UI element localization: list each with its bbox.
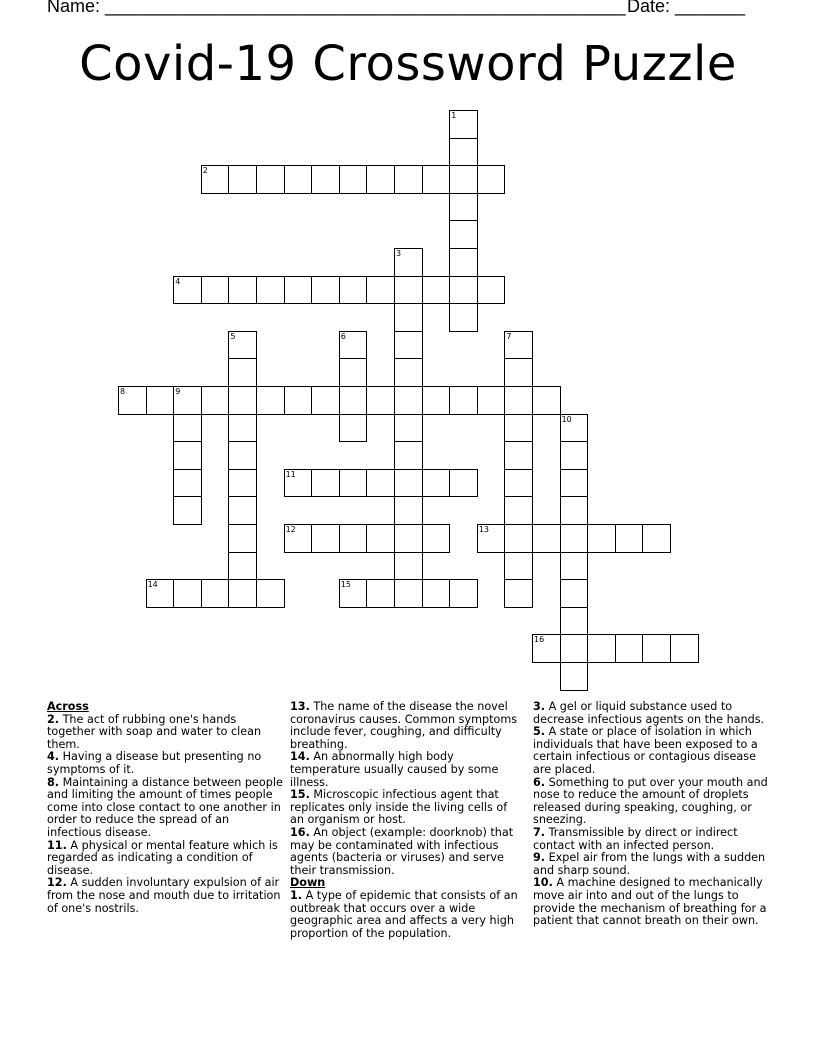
crossword-cell[interactable] <box>532 524 561 553</box>
clue-number: 2 <box>202 166 208 176</box>
crossword-cell[interactable] <box>146 386 175 415</box>
crossword-cell[interactable] <box>228 386 257 415</box>
name-field-label: Name: ____________________________________________________ <box>47 0 626 16</box>
crossword-cell[interactable] <box>173 441 202 470</box>
crossword-cell[interactable] <box>394 552 423 581</box>
clue-item-number: 13. <box>290 700 310 713</box>
crossword-cell[interactable] <box>173 579 202 608</box>
clue-number: 6 <box>340 331 346 341</box>
crossword-cell[interactable] <box>642 524 671 553</box>
crossword-cell[interactable] <box>311 469 340 498</box>
crossword-cell[interactable] <box>504 552 533 581</box>
crossword-cell[interactable] <box>366 276 395 305</box>
clue-number: 12 <box>285 525 296 534</box>
crossword-cell[interactable] <box>560 607 589 636</box>
clue-number: 16 <box>534 635 545 645</box>
clue-item-number: 16. <box>290 825 310 839</box>
crossword-cell[interactable] <box>560 579 589 608</box>
crossword-cell[interactable] <box>560 524 589 553</box>
clue-item <box>290 751 522 789</box>
crossword-cell[interactable] <box>449 193 478 222</box>
crossword-cell[interactable] <box>532 634 561 663</box>
crossword-cell[interactable] <box>422 386 451 415</box>
clue-item-text: Transmissible by direct or indirect contact with an infected person. <box>533 825 738 852</box>
clue-item-text: Expel air from the lungs with a sudden and sharp sound. <box>533 851 766 877</box>
crossword-cell[interactable] <box>504 358 533 387</box>
page-title: Covid-19 Crossword Puzzle <box>79 36 737 92</box>
clue-item <box>47 840 283 878</box>
crossword-cell[interactable] <box>256 579 285 608</box>
clue-item-text: Having a disease but presenting no symptoms of it. <box>47 750 262 776</box>
crossword-cell[interactable] <box>504 524 533 553</box>
clue-number: 9 <box>175 387 181 396</box>
crossword-cell[interactable] <box>504 496 533 525</box>
clue-section-heading: Down <box>290 876 326 890</box>
crossword-cell[interactable] <box>394 469 423 498</box>
clue-number: 1 <box>451 111 457 120</box>
crossword-cell[interactable] <box>504 331 533 360</box>
clue-number: 13 <box>478 525 489 534</box>
crossword-cell[interactable] <box>449 469 478 498</box>
crossword-cell[interactable] <box>339 524 368 553</box>
crossword-cell[interactable] <box>449 138 478 167</box>
clue-item-number: 11. <box>47 838 67 852</box>
clue-item-text: The act of rubbing one's hands together with soap and water to clean them. <box>47 712 262 751</box>
crossword-cell[interactable] <box>449 220 478 249</box>
clue-item <box>47 777 283 840</box>
crossword-cell[interactable] <box>311 524 340 553</box>
crossword-cell[interactable] <box>228 524 257 553</box>
crossword-cell[interactable] <box>173 276 202 305</box>
crossword-cell[interactable] <box>504 469 533 498</box>
clue-item-number: 6. <box>533 775 546 789</box>
clue-item-number: 7. <box>533 825 546 839</box>
clue-item-text: Microscopic infectious agent that replicates only inside the living cells of an organism or host. <box>290 788 508 827</box>
crossword-cell[interactable] <box>504 386 533 415</box>
crossword-cell[interactable] <box>560 496 589 525</box>
crossword-cell[interactable] <box>256 276 285 305</box>
clue-column-2 <box>290 701 522 940</box>
crossword-cell[interactable] <box>560 552 589 581</box>
crossword-cell[interactable] <box>339 331 368 360</box>
crossword-cell[interactable] <box>284 386 313 415</box>
clue-item-text: An abnormally high body temperature usually caused by some illness. <box>290 750 499 789</box>
clue-item-number: 14. <box>290 750 310 764</box>
date-field-label: Date: _______ <box>627 0 746 16</box>
crossword-cell[interactable] <box>422 524 451 553</box>
crossword-cell[interactable] <box>394 496 423 525</box>
crossword-cell[interactable] <box>256 165 285 194</box>
crossword-cell[interactable] <box>449 303 478 332</box>
clue-item-number: 9. <box>533 851 546 865</box>
clue-number: 10 <box>561 414 572 424</box>
clue-number: 3 <box>396 249 402 258</box>
crossword-cell[interactable] <box>228 552 257 581</box>
crossword-cell[interactable] <box>394 303 423 332</box>
crossword-cell[interactable] <box>394 165 423 194</box>
clue-item <box>533 701 769 726</box>
crossword-cell[interactable] <box>587 524 616 553</box>
clue-item <box>290 890 522 940</box>
crossword-cell[interactable] <box>560 634 589 663</box>
crossword-cell[interactable] <box>339 579 368 608</box>
crossword-cell[interactable] <box>504 579 533 608</box>
crossword-cell[interactable] <box>146 579 175 608</box>
crossword-cell[interactable] <box>449 165 478 194</box>
crossword-cell[interactable] <box>366 165 395 194</box>
clue-item-text: The name of the disease the novel coronavirus causes. Common symptoms include fever, coughing, and difficulty breathing. <box>290 700 518 751</box>
crossword-cell[interactable] <box>228 414 257 443</box>
clue-section-heading: Across <box>47 700 89 713</box>
clue-number: 5 <box>230 331 236 341</box>
crossword-cell[interactable] <box>366 524 395 553</box>
crossword-cell[interactable] <box>228 165 257 194</box>
crossword-cell[interactable] <box>560 441 589 470</box>
crossword-cell[interactable] <box>560 414 589 443</box>
crossword-cell[interactable] <box>339 358 368 387</box>
clue-item-text: Something to put over your mouth and nose to reduce the amount of droplets released during speaking, coughing, or sneezing. <box>533 775 768 827</box>
clue-item-text: A machine designed to mechanically move air into and out of the lungs to provide the mechanism of breathing for a patient that cannot breath on their own. <box>533 876 767 928</box>
clue-item-number: 4. <box>47 750 60 764</box>
crossword-cell[interactable] <box>339 469 368 498</box>
clue-item <box>47 751 283 776</box>
crossword-cell[interactable] <box>118 386 147 415</box>
crossword-cell[interactable] <box>366 386 395 415</box>
clue-item <box>533 726 769 776</box>
crossword-cell[interactable] <box>394 358 423 387</box>
crossword-cell[interactable] <box>394 276 423 305</box>
crossword-cell[interactable] <box>201 165 230 194</box>
crossword-cell[interactable] <box>422 579 451 608</box>
crossword-cell[interactable] <box>394 331 423 360</box>
crossword-cell[interactable] <box>394 248 423 277</box>
crossword-cell[interactable] <box>228 331 257 360</box>
clue-item <box>533 827 769 852</box>
clue-item-text: Maintaining a distance between people and limiting the amount of times people come into close contact to one another in order to reduce the spread of an infectious disease. <box>47 775 283 839</box>
crossword-cell[interactable] <box>504 414 533 443</box>
crossword-cell[interactable] <box>422 165 451 194</box>
clue-item-text: A state or place of isolation in which individuals that have been exposed to a certain infectious or contagious disease are placed. <box>533 725 758 776</box>
crossword-cell[interactable] <box>311 276 340 305</box>
clue-number: 7 <box>506 331 512 341</box>
crossword-cell[interactable] <box>366 579 395 608</box>
clue-item-number: 2. <box>47 712 60 726</box>
crossword-cell[interactable] <box>532 386 561 415</box>
crossword-cell[interactable] <box>228 441 257 470</box>
clue-number: 14 <box>147 580 158 590</box>
clue-number: 8 <box>120 387 126 396</box>
clue-column-1 <box>47 701 283 915</box>
crossword-cell[interactable] <box>228 276 257 305</box>
clue-item-text: A physical or mental feature which is regarded as indicating a condition of disease. <box>47 838 278 877</box>
crossword-cell[interactable] <box>477 524 506 553</box>
clue-item <box>290 827 522 877</box>
crossword-cell[interactable] <box>339 276 368 305</box>
clue-item-text: An object (example: doorknob) that may be contaminated with infectious agents (bacteria or viruses) and serve their transmission. <box>290 825 514 877</box>
clue-item <box>290 701 522 751</box>
crossword-cell[interactable] <box>228 496 257 525</box>
crossword-cell[interactable] <box>615 634 644 663</box>
clue-item <box>290 789 522 827</box>
clue-item-text: A gel or liquid substance used to decrease infectious agents on the hands. <box>533 700 765 726</box>
crossword-cell[interactable] <box>201 386 230 415</box>
clue-item-text: A type of epidemic that consists of an outbreak that occurs over a wide geographic area and affects a very high proportion of the population. <box>290 888 518 940</box>
crossword-cell[interactable] <box>339 386 368 415</box>
crossword-cell[interactable] <box>670 634 699 663</box>
clue-number: 11 <box>285 469 296 479</box>
clue-number: 4 <box>175 276 181 286</box>
clue-number: 15 <box>340 580 351 590</box>
crossword-cell[interactable] <box>642 634 671 663</box>
crossword-cell[interactable] <box>173 386 202 415</box>
clue-item-number: 5. <box>533 725 546 739</box>
crossword-cell[interactable] <box>449 248 478 277</box>
crossword-cell[interactable] <box>311 386 340 415</box>
clue-item <box>47 877 283 915</box>
crossword-cell[interactable] <box>256 386 285 415</box>
crossword-cell[interactable] <box>477 165 506 194</box>
crossword-cell[interactable] <box>366 469 395 498</box>
crossword-cell[interactable] <box>449 579 478 608</box>
clue-item-text: A sudden involuntary expulsion of air from the nose and mouth due to irritation of one's nostrils. <box>47 876 281 915</box>
crossword-cell[interactable] <box>284 469 313 498</box>
crossword-cell[interactable] <box>228 358 257 387</box>
crossword-cell[interactable] <box>339 414 368 443</box>
crossword-cell[interactable] <box>422 276 451 305</box>
clue-column-3 <box>533 701 769 928</box>
crossword-cell[interactable] <box>422 469 451 498</box>
crossword-cell[interactable] <box>560 469 589 498</box>
crossword-cell[interactable] <box>477 276 506 305</box>
crossword-cell[interactable] <box>284 165 313 194</box>
crossword-cell[interactable] <box>394 524 423 553</box>
crossword-cell[interactable] <box>449 276 478 305</box>
crossword-cell[interactable] <box>394 441 423 470</box>
clue-item <box>533 777 769 827</box>
crossword-cell[interactable] <box>228 579 257 608</box>
crossword-cell[interactable] <box>449 110 478 139</box>
crossword-cell[interactable] <box>394 579 423 608</box>
crossword-cell[interactable] <box>615 524 644 553</box>
crossword-cell[interactable] <box>394 386 423 415</box>
crossword-cell[interactable] <box>339 165 368 194</box>
clue-item-number: 15. <box>290 788 310 802</box>
clue-item <box>533 877 769 927</box>
crossword-cell[interactable] <box>311 165 340 194</box>
clue-item-number: 10. <box>533 876 553 890</box>
crossword-cell[interactable] <box>201 579 230 608</box>
crossword-cell[interactable] <box>284 276 313 305</box>
crossword-cell[interactable] <box>173 414 202 443</box>
crossword-cell[interactable] <box>587 634 616 663</box>
crossword-cell[interactable] <box>228 469 257 498</box>
crossword-cell[interactable] <box>477 386 506 415</box>
crossword-cell[interactable] <box>201 276 230 305</box>
clue-item-number: 8. <box>47 775 60 789</box>
crossword-cell[interactable] <box>504 441 533 470</box>
clue-item-number: 3. <box>533 700 546 713</box>
crossword-cell[interactable] <box>394 414 423 443</box>
clue-item <box>47 714 283 752</box>
crossword-cell[interactable] <box>560 662 589 691</box>
clue-item <box>533 852 769 877</box>
crossword-cell[interactable] <box>449 386 478 415</box>
crossword-cell[interactable] <box>173 496 202 525</box>
crossword-cell[interactable] <box>173 469 202 498</box>
crossword-cell[interactable] <box>284 524 313 553</box>
clue-item-number: 1. <box>290 888 303 902</box>
clue-item-number: 12. <box>47 876 67 890</box>
